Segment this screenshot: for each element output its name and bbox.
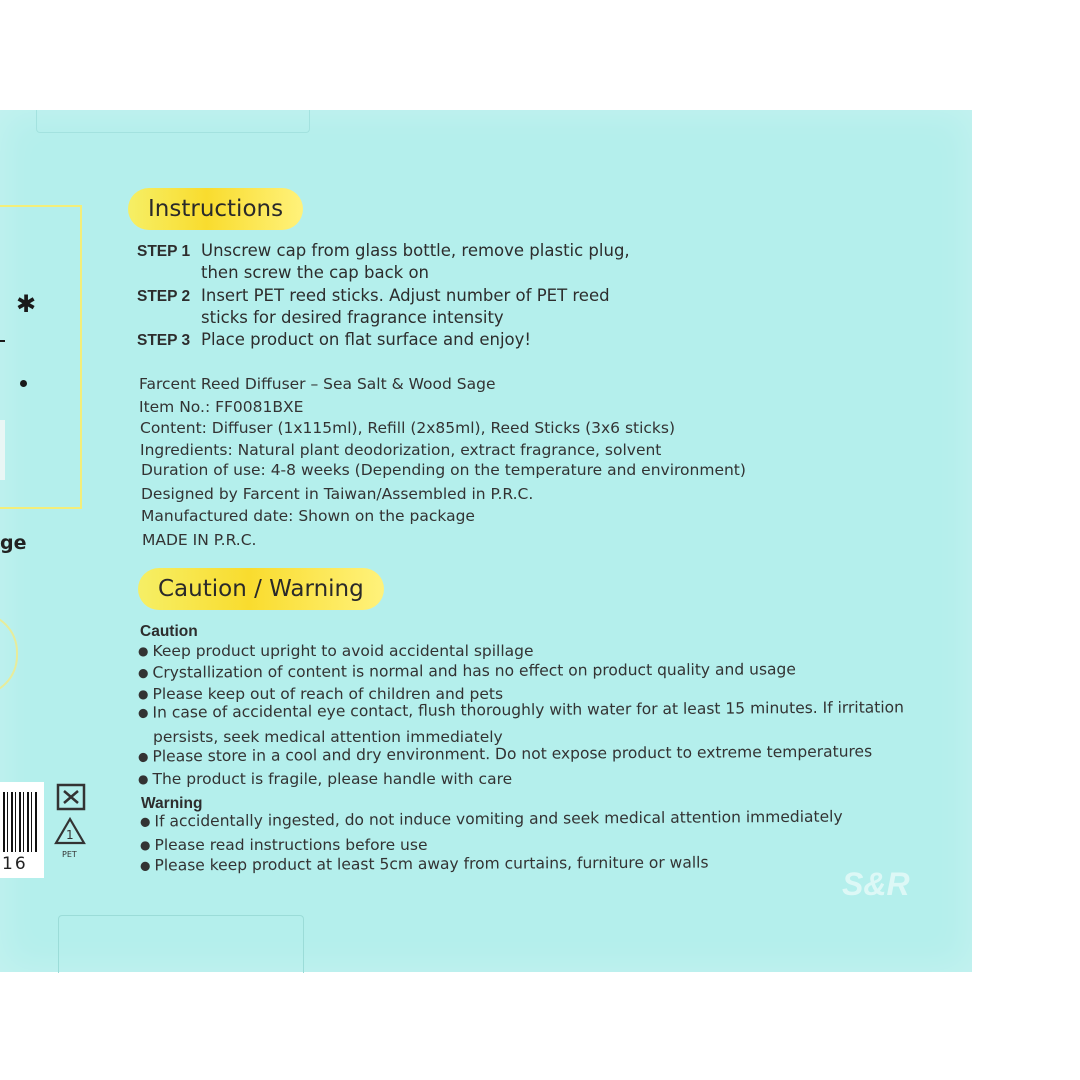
designed-by: Designed by Farcent in Taiwan/Assembled in P.R.C. xyxy=(141,485,534,503)
side-tick xyxy=(0,340,5,342)
warning-heading: Warning xyxy=(141,795,203,812)
asterisk-icon: ✱ xyxy=(16,290,37,318)
step-text: Place product on flat surface and enjoy! xyxy=(201,330,532,349)
barcode-bars xyxy=(3,792,39,852)
side-label-panel xyxy=(0,205,82,509)
product-name: Farcent Reed Diffuser – Sea Salt & Wood Sage xyxy=(139,375,496,393)
ingredients: Ingredients: Natural plant deodorization, extract fragrance, solvent xyxy=(140,441,662,459)
step-text: Insert PET reed sticks. Adjust number of PET reed xyxy=(201,286,610,305)
recycle-triangle-icon xyxy=(53,816,87,848)
box-top-flap xyxy=(36,110,310,133)
made-in: MADE IN P.R.C. xyxy=(142,531,257,549)
warning-item: ● Please keep product at least 5cm away from curtains, furniture or walls xyxy=(140,854,709,875)
caution-item: ● In case of accidental eye contact, flush thoroughly with water for at least 15 minutes. If irritation xyxy=(138,698,904,721)
recycle-box-icon xyxy=(56,783,86,811)
step-1-cont: then screw the cap back on xyxy=(201,263,429,282)
step-label: STEP 2 xyxy=(137,288,191,305)
svg-text:1: 1 xyxy=(66,828,74,842)
content-info: Content: Diffuser (1x115ml), Refill (2x85ml), Reed Sticks (3x6 sticks) xyxy=(140,419,676,437)
caution-item: ● Please keep out of reach of children and pets xyxy=(138,685,503,703)
caution-item: ● The product is fragile, please handle with care xyxy=(138,770,512,788)
step-label: STEP 3 xyxy=(137,332,191,349)
duration: Duration of use: 4-8 weeks (Depending on the temperature and environment) xyxy=(141,461,746,479)
item-number: Item No.: FF0081BXE xyxy=(139,398,304,416)
caution-item-cont: persists, seek medical attention immediately xyxy=(153,728,503,746)
watermark-logo: S&R xyxy=(842,866,910,902)
step-text: Unscrew cap from glass bottle, remove plastic plug, xyxy=(201,241,630,260)
step-3 xyxy=(137,330,531,350)
step-2-cont: sticks for desired fragrance intensity xyxy=(201,308,504,327)
warning-item: ● Please read instructions before use xyxy=(140,836,427,854)
side-bar xyxy=(0,420,5,480)
step-label: STEP 1 xyxy=(137,243,191,260)
caution-item: ● Please store in a cool and dry environment. Do not expose product to extreme temperatures xyxy=(138,742,872,765)
caution-item: ● Crystallization of content is normal and has no effect on product quality and usage xyxy=(138,660,796,681)
box-bottom-flap xyxy=(58,915,304,973)
instructions-title: Instructions xyxy=(128,188,303,230)
step-1 xyxy=(137,241,630,261)
barcode xyxy=(0,782,44,878)
step-2 xyxy=(137,286,610,306)
side-partial-text: ge xyxy=(0,532,27,554)
warning-item: ● If accidentally ingested, do not induce vomiting and seek medical attention immediately xyxy=(140,808,843,831)
barcode-digits: 16 xyxy=(2,854,28,874)
pet-label: PET xyxy=(62,850,77,859)
manufactured-date: Manufactured date: Shown on the package xyxy=(141,507,475,525)
dot-icon xyxy=(20,380,27,387)
caution-heading: Caution xyxy=(140,623,198,640)
caution-warning-title: Caution / Warning xyxy=(138,568,384,610)
caution-item: ● Keep product upright to avoid accidental spillage xyxy=(138,642,534,660)
